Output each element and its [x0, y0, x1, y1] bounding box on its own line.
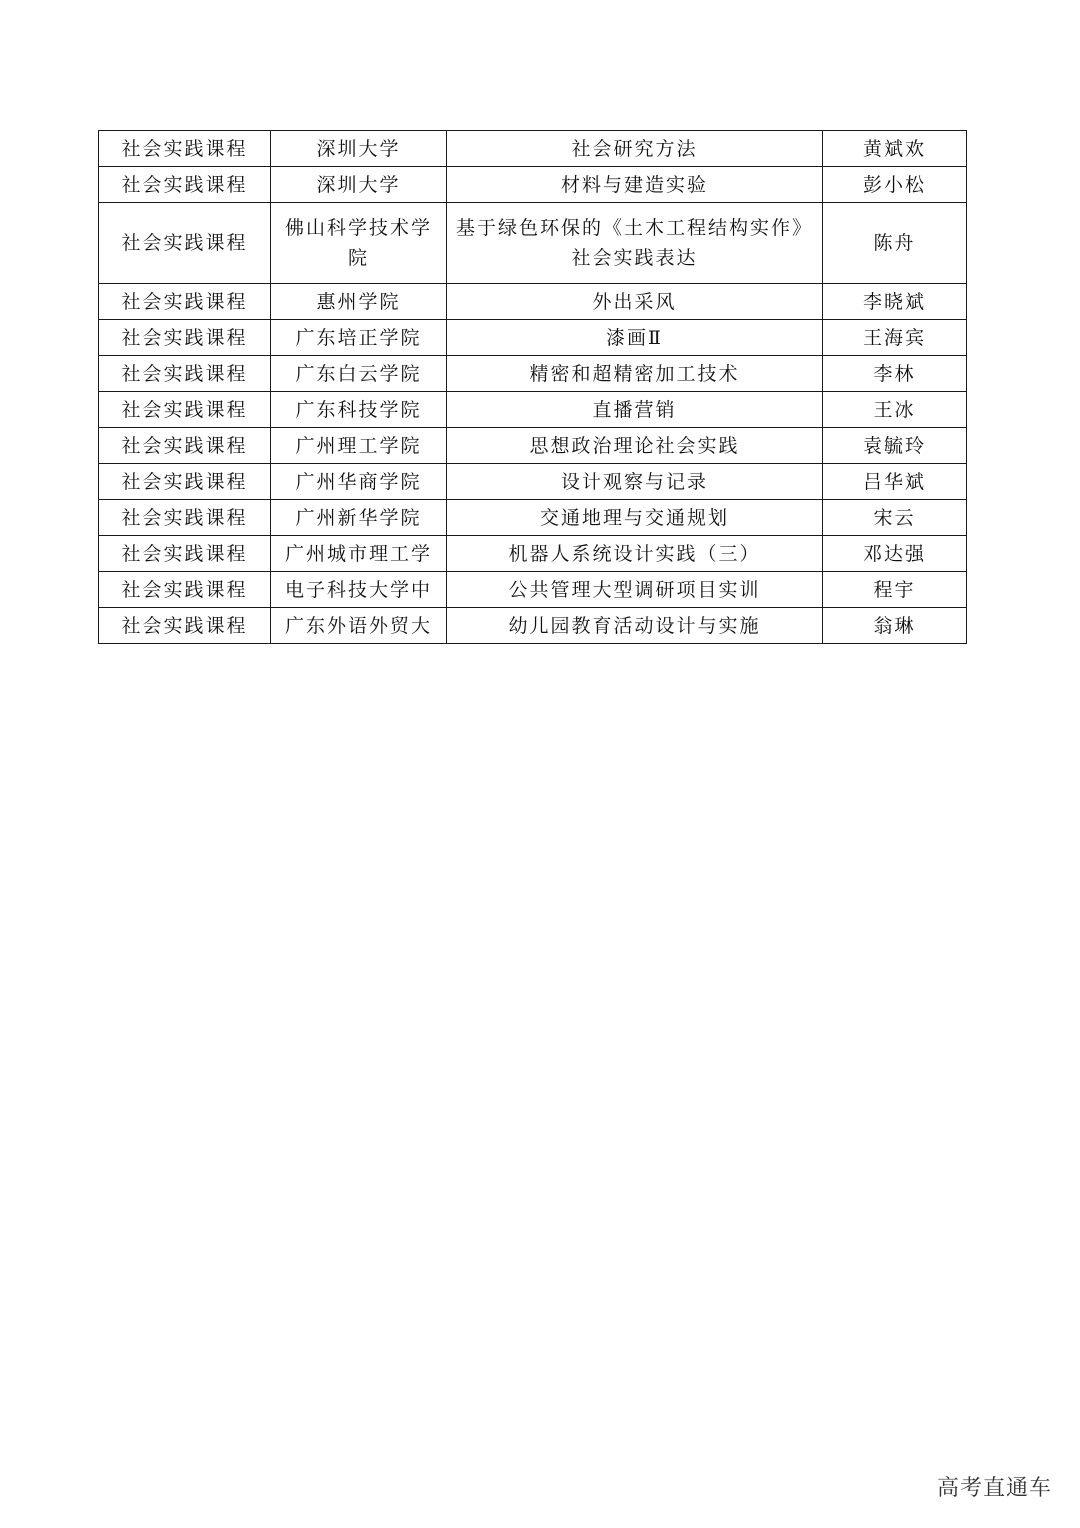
table-row [99, 320, 967, 356]
course-type-cell: 社会实践课程 [99, 536, 271, 572]
teacher-cell: 吕华斌 [823, 464, 967, 500]
school-text: 广州城市理工学 [284, 542, 432, 565]
course-table [98, 130, 967, 644]
table-row [99, 536, 967, 572]
school-cell [271, 572, 447, 608]
course-type-cell: 社会实践课程 [99, 167, 271, 203]
course-name-cell: 设计观察与记录 [447, 464, 823, 500]
watermark-text: 高考直通车 [936, 1475, 1052, 1500]
course-name-cell: 思想政治理论社会实践 [447, 428, 823, 464]
table-row [99, 131, 967, 167]
table-row [99, 203, 967, 284]
table-row [99, 392, 967, 428]
course-type-cell: 社会实践课程 [99, 464, 271, 500]
teacher-cell: 宋云 [823, 500, 967, 536]
course-name-cell: 机器人系统设计实践（三） [447, 536, 823, 572]
table-row [99, 428, 967, 464]
course-type-cell: 社会实践课程 [99, 572, 271, 608]
course-name-cell: 基于绿色环保的《土木工程结构实作》社会实践表达 [447, 203, 823, 284]
course-name-cell: 交通地理与交通规划 [447, 500, 823, 536]
school-cell: 广州新华学院 [271, 500, 447, 536]
school-cell: 深圳大学 [271, 131, 447, 167]
school-cell: 广州理工学院 [271, 428, 447, 464]
course-name-cell: 直播营销 [447, 392, 823, 428]
teacher-cell: 李晓斌 [823, 284, 967, 320]
school-cell: 广州华商学院 [271, 464, 447, 500]
course-name-cell: 幼儿园教育活动设计与实施 [447, 608, 823, 644]
table-row [99, 167, 967, 203]
table-row [99, 284, 967, 320]
teacher-cell: 袁毓玲 [823, 428, 967, 464]
teacher-cell: 黄斌欢 [823, 131, 967, 167]
course-type-cell: 社会实践课程 [99, 203, 271, 284]
school-cell: 深圳大学 [271, 167, 447, 203]
table-row [99, 356, 967, 392]
course-name-cell: 社会研究方法 [447, 131, 823, 167]
school-cell: 惠州学院 [271, 284, 447, 320]
teacher-cell: 程宇 [823, 572, 967, 608]
school-cell: 佛山科学技术学院 [271, 203, 447, 284]
teacher-cell: 翁琳 [823, 608, 967, 644]
school-cell: 广东白云学院 [271, 356, 447, 392]
course-name-cell: 材料与建造实验 [447, 167, 823, 203]
course-name-cell: 漆画Ⅱ [447, 320, 823, 356]
course-name-cell: 精密和超精密加工技术 [447, 356, 823, 392]
school-cell: 广东培正学院 [271, 320, 447, 356]
table-row [99, 464, 967, 500]
school-cell: 广东科技学院 [271, 392, 447, 428]
table-row [99, 500, 967, 536]
teacher-cell: 彭小松 [823, 167, 967, 203]
teacher-cell: 王冰 [823, 392, 967, 428]
course-type-cell: 社会实践课程 [99, 500, 271, 536]
school-cell [271, 608, 447, 644]
teacher-cell: 李林 [823, 356, 967, 392]
course-type-cell: 社会实践课程 [99, 131, 271, 167]
course-type-cell: 社会实践课程 [99, 428, 271, 464]
course-type-cell: 社会实践课程 [99, 356, 271, 392]
teacher-cell: 王海宾 [823, 320, 967, 356]
table-row [99, 608, 967, 644]
course-type-cell: 社会实践课程 [99, 284, 271, 320]
course-type-cell: 社会实践课程 [99, 392, 271, 428]
course-name-cell: 公共管理大型调研项目实训 [447, 572, 823, 608]
course-type-cell: 社会实践课程 [99, 608, 271, 644]
school-text: 电子科技大学中 [284, 578, 432, 601]
course-type-cell: 社会实践课程 [99, 320, 271, 356]
school-cell [271, 536, 447, 572]
teacher-cell: 陈舟 [823, 203, 967, 284]
course-name-cell: 外出采风 [447, 284, 823, 320]
school-text: 广东外语外贸大 [284, 614, 432, 637]
table-row [99, 572, 967, 608]
teacher-cell: 邓达强 [823, 536, 967, 572]
